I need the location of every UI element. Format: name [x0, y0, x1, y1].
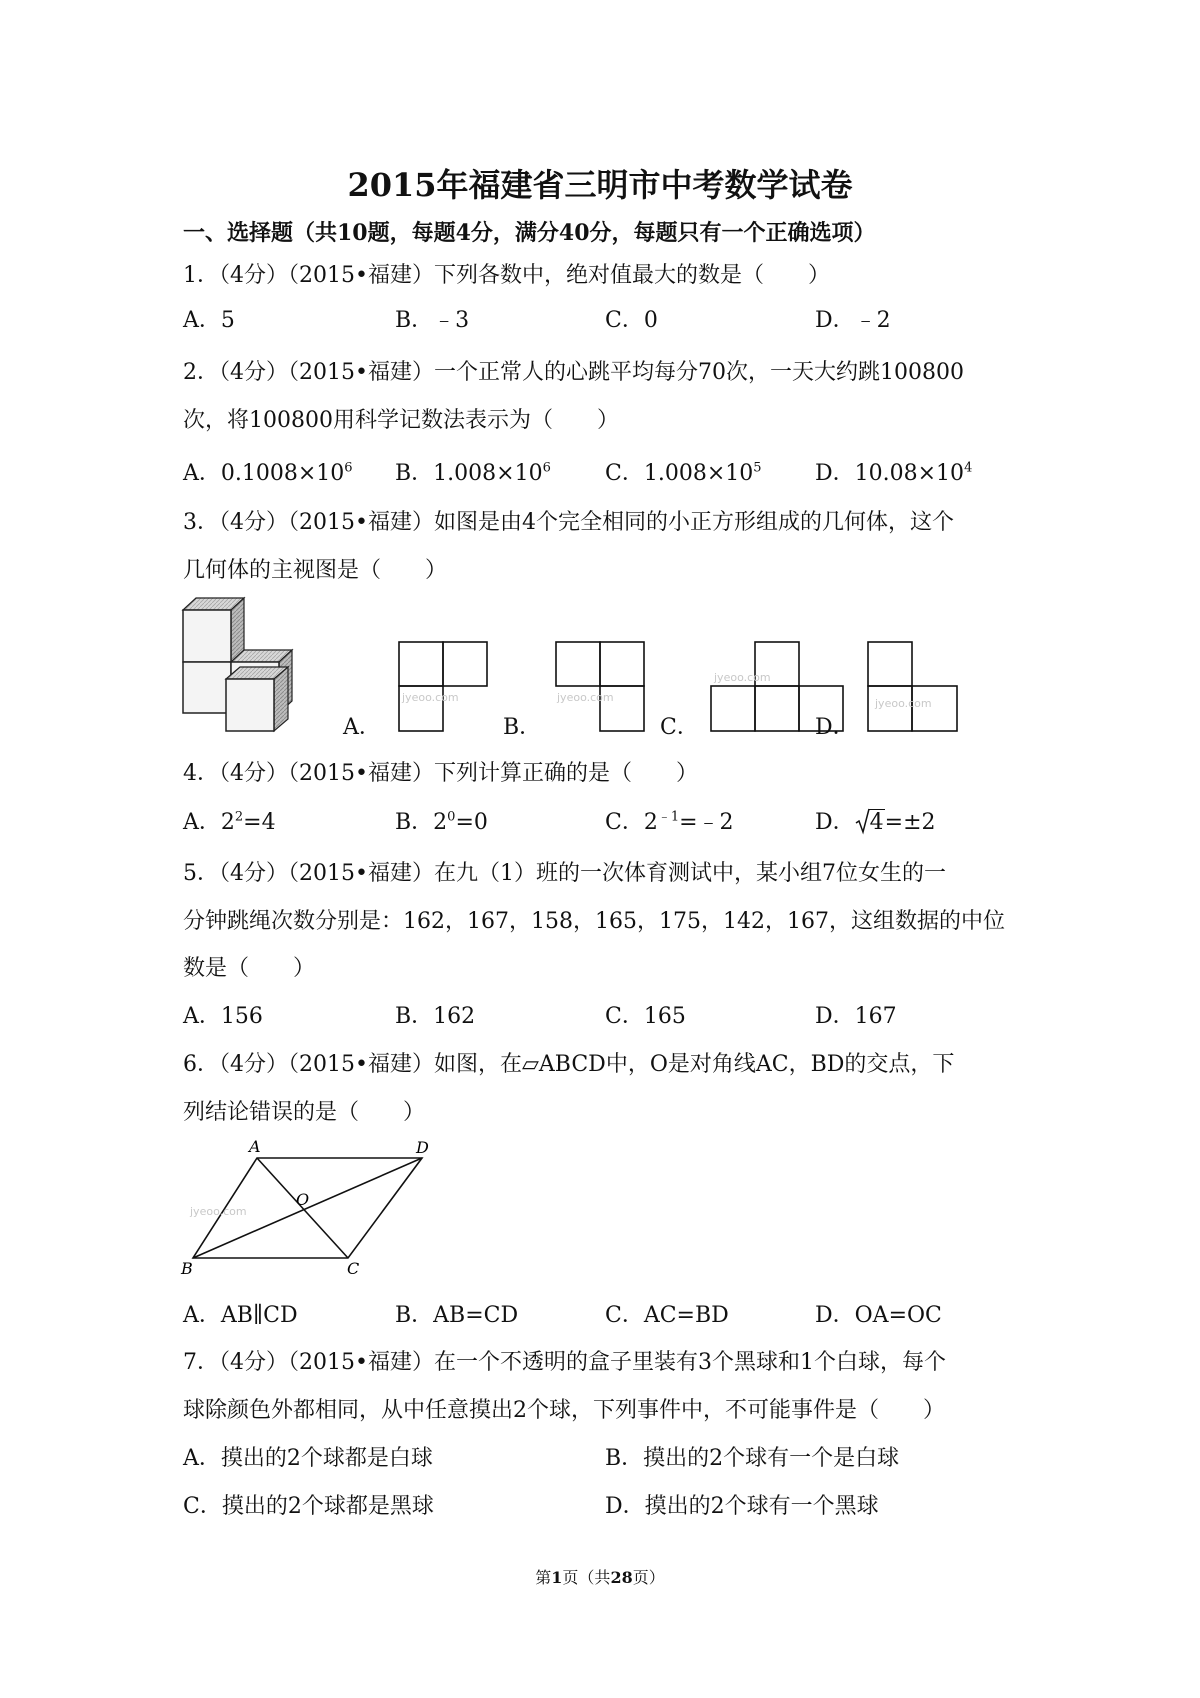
q6-label-b: B — [181, 1259, 193, 1278]
q3-option-d-figure — [867, 641, 959, 733]
q7-option-d: D．摸出的2个球有一个黑球 — [605, 1494, 879, 1519]
q3-option-d: D． — [815, 715, 855, 740]
section-heading: 一、选择题（共10题，每题4分，满分40分，每题只有一个正确选项） — [183, 220, 876, 246]
svg-text:jyeoo.com: jyeoo.com — [402, 691, 459, 704]
q3-option-b: B． — [503, 715, 542, 740]
q3-cube-figure — [180, 595, 310, 735]
q4-option-a: A．$2^2=4$ — [183, 809, 276, 835]
svg-text:jyeoo.com: jyeoo.com — [190, 1205, 247, 1218]
q6-option-c: C．AC=BD — [605, 1303, 729, 1328]
q5-option-a: A．156 — [183, 1004, 263, 1029]
q1-option-d: D．﹣2 — [815, 308, 891, 333]
q6-label-o: O — [296, 1190, 310, 1209]
q6-stem-line1: 6．（4分）（2015•福建）如图，在▱ABCD中，O是对角线AC，BD的交点，下 — [183, 1052, 955, 1077]
q6-label-d: D — [416, 1138, 429, 1157]
q2-stem-line2: 次，将100800用科学记数法表示为（ ） — [183, 408, 619, 433]
q4-option-c: C．$2^{﹣1}=﹣2$ — [605, 809, 734, 835]
q2-option-a: A．$0.1008\times 10^6$ — [183, 460, 353, 486]
q6-parallelogram-figure — [180, 1135, 440, 1278]
q5-option-b: B．162 — [395, 1004, 476, 1029]
q7-option-c: C．摸出的2个球都是黑球 — [183, 1494, 434, 1519]
q7-stem-line2: 球除颜色外都相同，从中任意摸出2个球，下列事件中，不可能事件是（ ） — [183, 1398, 945, 1423]
svg-text:jyeoo.com: jyeoo.com — [875, 697, 932, 710]
q6-label-c: C — [347, 1259, 360, 1278]
q1-stem: 1．（4分）（2015•福建）下列各数中，绝对值最大的数是（ ） — [183, 263, 830, 288]
q1-option-a: A．5 — [183, 308, 235, 333]
q3-option-a-figure — [398, 641, 488, 733]
q5-stem-line2: 分钟跳绳次数分别是：162，167，158，165，175，142，167，这组数据的中位 — [183, 909, 1005, 934]
svg-text:jyeoo.com: jyeoo.com — [557, 691, 614, 704]
sqrt-radical: 4 — [855, 810, 885, 835]
q5-stem-line3: 数是（ ） — [183, 956, 316, 981]
q6-stem-line2: 列结论错误的是（ ） — [183, 1100, 426, 1125]
q2-option-b: B．$1.008\times 10^6$ — [395, 460, 551, 486]
q3-option-b-figure — [555, 641, 645, 733]
q2-option-d: D．$10.08\times 10^4$ — [815, 460, 973, 486]
svg-text:jyeoo.com: jyeoo.com — [714, 671, 771, 684]
q3-stem-line2: 几何体的主视图是（ ） — [183, 558, 448, 583]
q2-option-c: C．$1.008\times 10^5$ — [605, 460, 762, 486]
q5-option-d: D．167 — [815, 1004, 897, 1029]
q3-option-a: A． — [343, 715, 381, 740]
q4-option-b: B．$2^0=0$ — [395, 809, 488, 835]
q1-option-b: B．﹣3 — [395, 308, 470, 333]
q4-stem: 4．（4分）（2015•福建）下列计算正确的是（ ） — [183, 761, 698, 786]
exam-title: 2015年福建省三明市中考数学试卷 — [347, 166, 853, 204]
q6-label-a: A — [249, 1137, 261, 1156]
q3-option-c: C． — [660, 715, 699, 740]
q7-option-b: B．摸出的2个球有一个是白球 — [605, 1446, 900, 1471]
q5-option-c: C．165 — [605, 1004, 686, 1029]
q7-option-a: A．摸出的2个球都是白球 — [183, 1446, 433, 1471]
q1-option-c: C．0 — [605, 308, 658, 333]
q6-option-b: B．AB=CD — [395, 1303, 519, 1328]
q4-option-d: D． 4=±2 — [815, 810, 936, 835]
q3-stem-line1: 3．（4分）（2015•福建）如图是由4个完全相同的小正方形组成的几何体，这个 — [183, 510, 954, 535]
q6-option-d: D．OA=OC — [815, 1303, 942, 1328]
page-footer: 第1页（共28页） — [535, 1568, 665, 1587]
q7-stem-line1: 7．（4分）（2015•福建）在一个不透明的盒子里装有3个黑球和1个白球，每个 — [183, 1350, 946, 1375]
q6-option-a: A．AB∥CD — [183, 1303, 298, 1328]
q5-stem-line1: 5．（4分）（2015•福建）在九（1）班的一次体育测试中，某小组7位女生的一 — [183, 861, 946, 886]
q2-stem-line1: 2．（4分）（2015•福建）一个正常人的心跳平均每分70次，一天大约跳100800 — [183, 360, 964, 385]
